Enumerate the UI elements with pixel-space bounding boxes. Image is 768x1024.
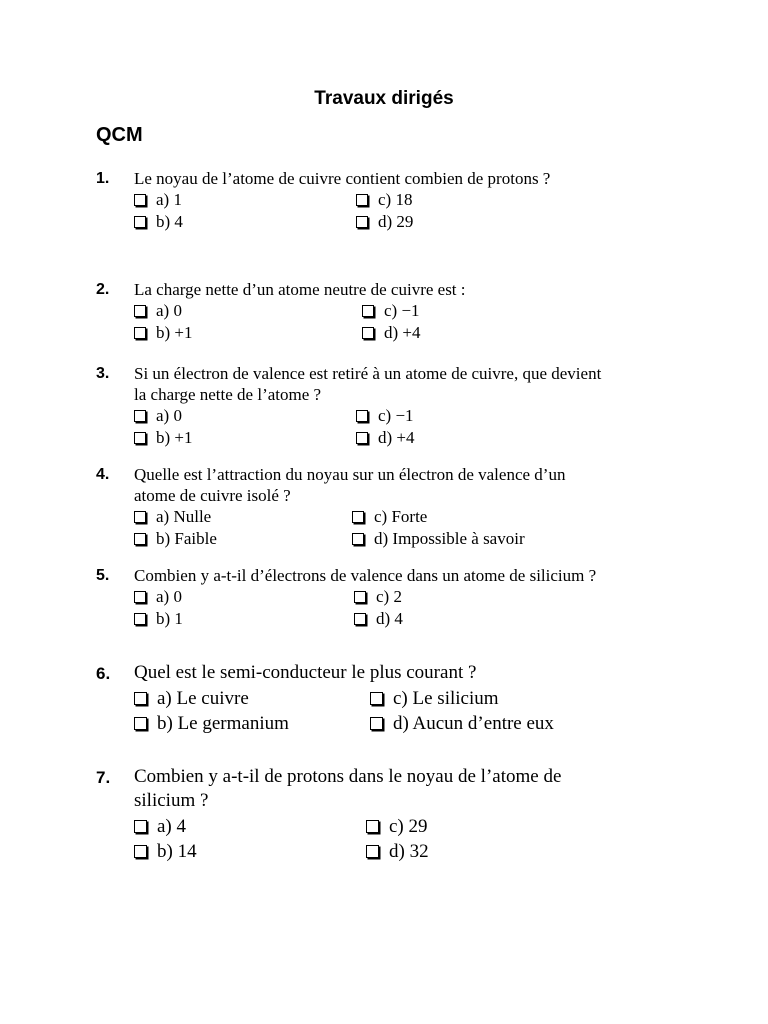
option-b[interactable] bbox=[134, 211, 183, 232]
checkbox-icon[interactable] bbox=[134, 613, 146, 625]
question-5 bbox=[96, 565, 616, 628]
option-b[interactable] bbox=[134, 608, 183, 629]
option-a[interactable] bbox=[134, 189, 182, 210]
option-d[interactable] bbox=[366, 840, 429, 864]
option-d[interactable] bbox=[354, 608, 403, 629]
option-label: a) 4 bbox=[157, 816, 187, 837]
checkbox-icon[interactable] bbox=[134, 717, 147, 730]
option-label: d) 32 bbox=[389, 841, 429, 862]
checkbox-icon[interactable] bbox=[356, 410, 368, 422]
option-label: a) 0 bbox=[156, 587, 182, 606]
checkbox-icon[interactable] bbox=[354, 591, 366, 603]
question-7 bbox=[96, 765, 616, 862]
option-b[interactable] bbox=[134, 528, 217, 549]
option-a[interactable] bbox=[134, 405, 182, 426]
question-1 bbox=[96, 168, 616, 231]
option-a[interactable] bbox=[134, 506, 211, 527]
question-text: La charge nette d’un atome neutre de cuivre est : bbox=[134, 280, 466, 299]
question-number: 7. bbox=[96, 768, 111, 787]
option-label: b) +1 bbox=[156, 428, 193, 447]
option-a[interactable] bbox=[134, 687, 249, 711]
checkbox-icon[interactable] bbox=[134, 432, 146, 444]
question-number: 6. bbox=[96, 664, 111, 683]
checkbox-icon[interactable] bbox=[134, 591, 146, 603]
option-d[interactable] bbox=[370, 712, 554, 736]
option-b[interactable] bbox=[134, 840, 197, 864]
option-label: c) Le silicium bbox=[393, 688, 499, 709]
checkbox-icon[interactable] bbox=[134, 820, 147, 833]
checkbox-icon[interactable] bbox=[134, 194, 146, 206]
question-text: Quelle est l’attraction du noyau sur un électron de valence d’un atome de cuivre isolé ? bbox=[134, 465, 566, 505]
option-label: c) −1 bbox=[384, 301, 420, 320]
option-label: c) 2 bbox=[376, 587, 402, 606]
checkbox-icon[interactable] bbox=[366, 820, 379, 833]
checkbox-icon[interactable] bbox=[134, 305, 146, 317]
section-title: QCM bbox=[96, 124, 143, 146]
option-label: d) 4 bbox=[376, 609, 403, 628]
option-label: b) 4 bbox=[156, 212, 183, 231]
checkbox-icon[interactable] bbox=[370, 717, 383, 730]
option-label: d) Aucun d’entre eux bbox=[393, 713, 554, 734]
question-number: 5. bbox=[96, 567, 110, 584]
question-number: 3. bbox=[96, 365, 110, 382]
question-text: Combien y a-t-il de protons dans le noyau de l’atome de silicium ? bbox=[134, 766, 562, 811]
option-label: c) 18 bbox=[378, 190, 413, 209]
option-c[interactable] bbox=[354, 586, 402, 607]
option-label: b) Le germanium bbox=[157, 713, 289, 734]
checkbox-icon[interactable] bbox=[134, 845, 147, 858]
checkbox-icon[interactable] bbox=[352, 533, 364, 545]
option-label: c) 29 bbox=[389, 816, 428, 837]
option-label: a) Le cuivre bbox=[157, 688, 249, 709]
checkbox-icon[interactable] bbox=[356, 432, 368, 444]
option-label: a) Nulle bbox=[156, 507, 212, 526]
checkbox-icon[interactable] bbox=[354, 613, 366, 625]
option-c[interactable] bbox=[362, 300, 420, 321]
option-label: c) Forte bbox=[374, 507, 428, 526]
question-4 bbox=[96, 464, 616, 548]
question-6 bbox=[96, 661, 616, 734]
option-label: a) 0 bbox=[156, 406, 182, 425]
checkbox-icon[interactable] bbox=[370, 692, 383, 705]
checkbox-icon[interactable] bbox=[134, 533, 146, 545]
question-text: Le noyau de l’atome de cuivre contient combien de protons ? bbox=[134, 169, 551, 188]
checkbox-icon[interactable] bbox=[362, 305, 374, 317]
option-a[interactable] bbox=[134, 815, 186, 839]
question-number: 2. bbox=[96, 281, 110, 298]
option-label: b) Faible bbox=[156, 529, 217, 548]
option-label: c) −1 bbox=[378, 406, 414, 425]
checkbox-icon[interactable] bbox=[134, 216, 146, 228]
option-label: a) 1 bbox=[156, 190, 182, 209]
option-label: b) +1 bbox=[156, 323, 193, 342]
checkbox-icon[interactable] bbox=[356, 194, 368, 206]
option-c[interactable] bbox=[356, 405, 414, 426]
option-label: d) 29 bbox=[378, 212, 414, 231]
option-c[interactable] bbox=[366, 815, 428, 839]
checkbox-icon[interactable] bbox=[356, 216, 368, 228]
page-title: Travaux dirigés bbox=[314, 88, 454, 109]
option-b[interactable] bbox=[134, 712, 289, 736]
checkbox-icon[interactable] bbox=[134, 692, 147, 705]
option-d[interactable] bbox=[356, 427, 415, 448]
option-d[interactable] bbox=[356, 211, 413, 232]
checkbox-icon[interactable] bbox=[134, 327, 146, 339]
checkbox-icon[interactable] bbox=[366, 845, 379, 858]
option-label: b) 1 bbox=[156, 609, 183, 628]
question-3 bbox=[96, 363, 616, 447]
option-a[interactable] bbox=[134, 300, 182, 321]
question-text: Quel est le semi-conducteur le plus courant ? bbox=[134, 662, 477, 683]
option-label: d) +4 bbox=[384, 323, 421, 342]
question-number: 1. bbox=[96, 170, 110, 187]
option-c[interactable] bbox=[352, 506, 427, 527]
checkbox-icon[interactable] bbox=[134, 410, 146, 422]
question-text: Combien y a-t-il d’électrons de valence dans un atome de silicium ? bbox=[134, 566, 597, 585]
checkbox-icon[interactable] bbox=[352, 511, 364, 523]
option-d[interactable] bbox=[352, 528, 525, 549]
question-number: 4. bbox=[96, 466, 110, 483]
question-text: Si un électron de valence est retiré à un atome de cuivre, que devient la charge nette de l’atome ? bbox=[134, 364, 602, 404]
question-2 bbox=[96, 279, 616, 342]
option-label: a) 0 bbox=[156, 301, 182, 320]
checkbox-icon[interactable] bbox=[362, 327, 374, 339]
option-label: d) Impossible à savoir bbox=[374, 529, 525, 548]
option-label: d) +4 bbox=[378, 428, 415, 447]
option-a[interactable] bbox=[134, 586, 182, 607]
option-c[interactable] bbox=[370, 687, 499, 711]
option-b[interactable] bbox=[134, 322, 193, 343]
option-d[interactable] bbox=[362, 322, 421, 343]
option-b[interactable] bbox=[134, 427, 193, 448]
option-label: b) 14 bbox=[157, 841, 197, 862]
checkbox-icon[interactable] bbox=[134, 511, 146, 523]
option-c[interactable] bbox=[356, 189, 412, 210]
